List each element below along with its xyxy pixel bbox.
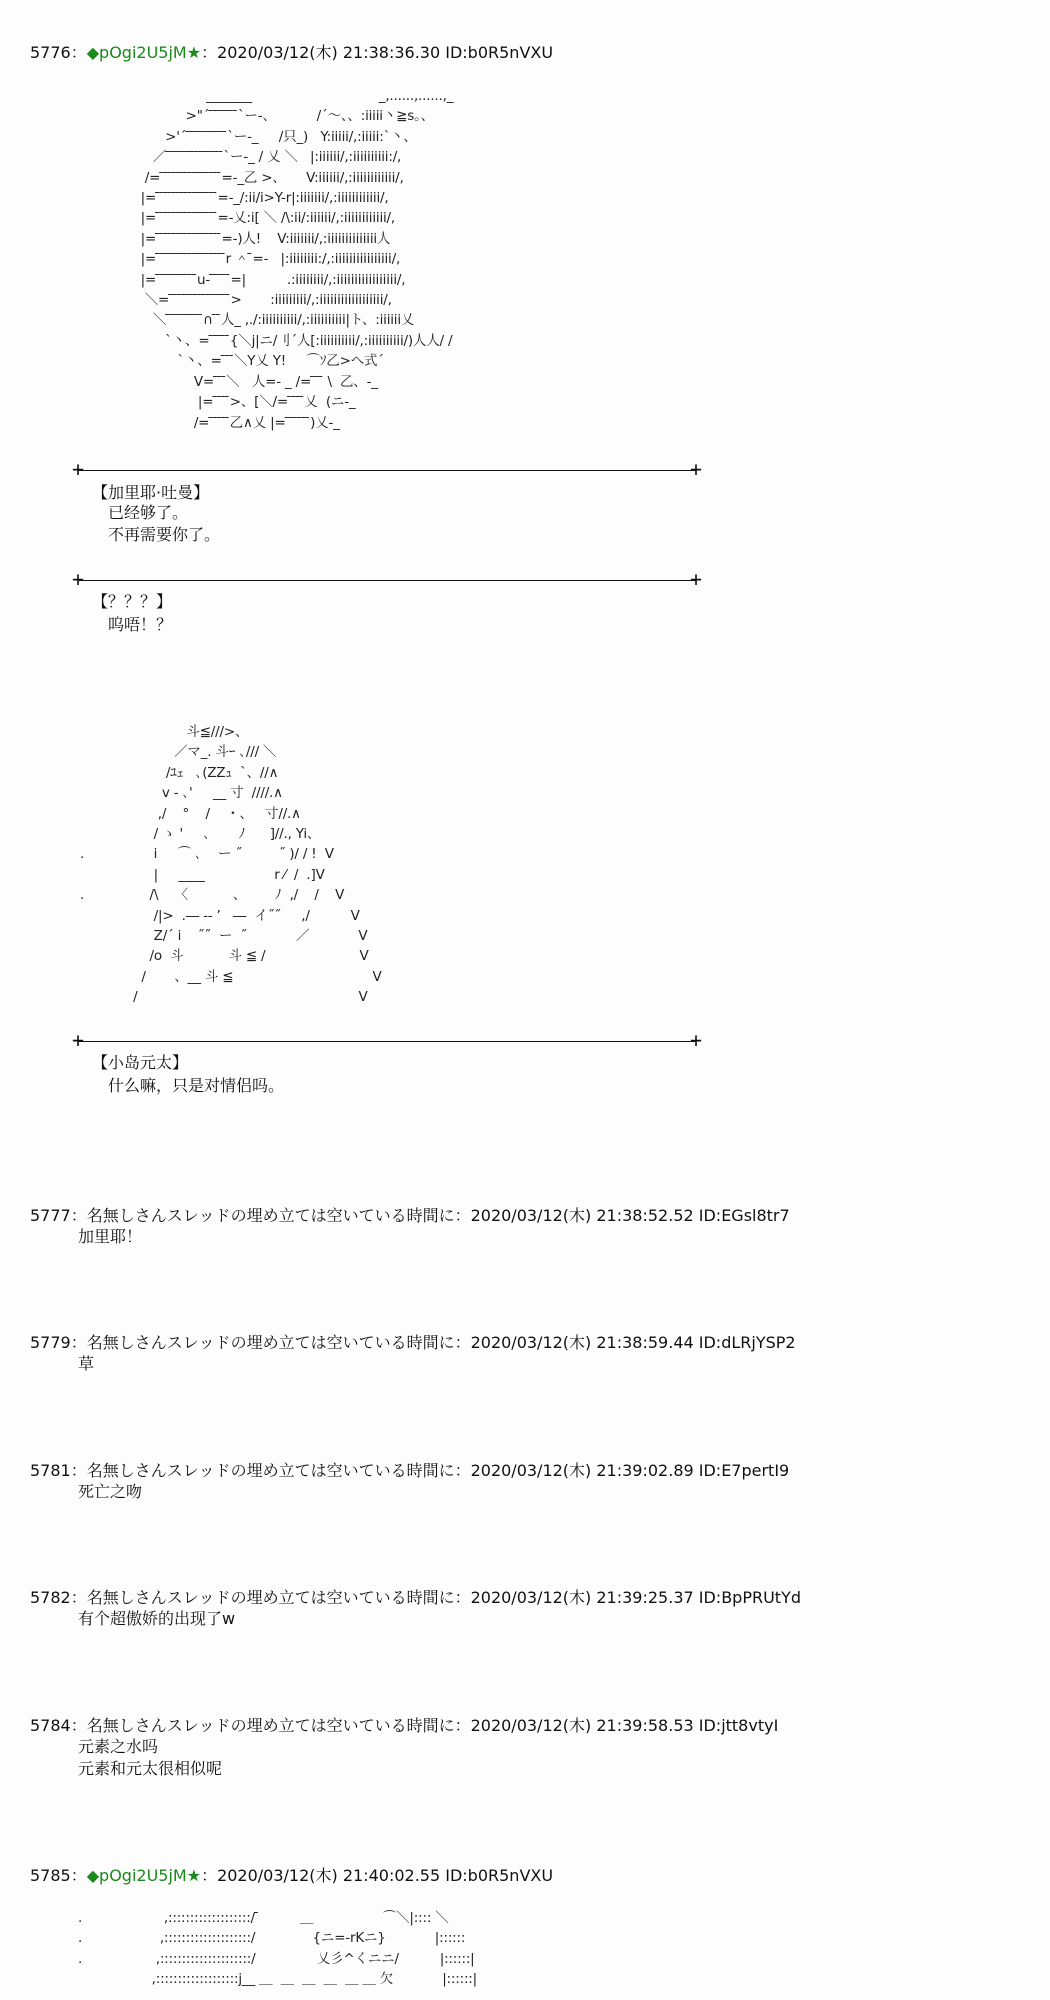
post-body: 死亡之吻 [78,1482,143,1501]
post-number[interactable]: 5782 [30,1588,71,1607]
post-body: 有个超傲娇的出现了w [78,1609,236,1628]
post-body: 加里耶！ [78,1227,143,1246]
divider-rule: + + [72,1028,702,1052]
ascii-art-kiss: _______ _,......,......,_ >"´ ̄ ̄ ̄ ̄ ̄ ̄ ̄`ー-、 /´～、、:iiiii丶≧s。、 >'´ ̄ ̄ ̄ ̄ ̄ ̄ ̄ ̄ ̄ ̄`ー-_ /只_) Y:iiiii/,:iiiii:`丶、 ／ ̄ ̄ ̄ ̄ ̄ ̄ ̄ ̄ ̄ ̄ ̄ ̄ ̄ ̄`ー-_ / 乂 ＼ |:iiiiii/,:iiiiiiiiii:/, /= ̄ ̄ ̄ ̄ ̄ ̄ ̄ ̄ ̄ ̄ ̄ ̄ ̄ ̄ ̄=-_乙 >、 V:iiiiii/,:iiiiiiiiiiii/, |= ̄ ̄ ̄ ̄ ̄ ̄ ̄ ̄ ̄ ̄ ̄ ̄ ̄ ̄ ̄=-_/:ii/i>Y-r|:iiiiiii/,:iiiiiiiiiiii/, |= ̄ ̄ ̄ ̄ ̄ ̄ ̄ ̄ ̄ ̄ ̄ ̄ ̄ ̄ ̄=-乂:i[ ＼ /\:ii/:iiiiii/,:iiiiiiiiiiii/, |= ̄ ̄ ̄ ̄ ̄ ̄ ̄ ̄ ̄ ̄ ̄ ̄ ̄ ̄ ̄ ̄=-)人! V:iiiiiii/,:iiiiiiiiiiiiii人 |= ̄ ̄ ̄ ̄ ̄ ̄ ̄ ̄ ̄ ̄ ̄ ̄ ̄ ̄ ̄ ̄ ̄r ＾ ̄=- |:iiiiiiii:/,:iiiiiiiiiiiiiiii/, |= ̄ ̄ ̄ ̄ ̄ ̄ ̄ ̄ ̄ ̄u- ̄ ̄ ̄ ̄ ̄=| .:iiiiiiii/,:iiiiiiiiiiiiiiiii/, ＼= ̄ ̄ ̄ ̄ ̄ ̄ ̄ ̄ ̄ ̄ ̄ ̄ ̄ ̄ ̄> :iiiiiiiii/,:iiiiiiiiiiiiiiiiii/, ＼ ̄ ̄ ̄ ̄ ̄ ̄ ̄ ̄ ̄∩ ̄ ̄人_ ,./:iiiiiiiiii/,:iiiiiiiiii|ト、:iiiiii乂 `丶、= ̄ ̄ ̄ ̄ ̄{＼j|ニ/刂´人[:iiiiiiiiii/,:iiiiiiiiii/)人人/ / `丶、= ̄ ̄ ̄＼Y乂 Y! ⌒ｿ乙>へ式´ V= ̄ ̄ ̄＼ 人=- _ /= ̄ ̄ ̄ \ 乙、-_ |= ̄ ̄ ̄ ̄>、[＼/= ̄ ̄ ̄ ̄乂 (ニ-_ /= ̄ ̄ ̄ ̄ ̄乙∧乂 |= ̄ ̄ ̄ ̄ ̄ ̄)乂-_ [140,88,454,431]
post-header-5785: 5785：◆pOgi2U5jM★：2020/03/12(木) 21:40:02.55 ID:b0R5nVXU [30,1866,554,1885]
post-number[interactable]: 5777 [30,1206,71,1225]
ascii-art-genta: 斗≦///>、 ／マ_. 斗ｰ ､/// ＼ /ﾕｪ ､(ZZｭ `、//∧ v - ､' __ 寸 ////.∧ ,/ ° / ・、 寸//.∧ / ゝ ' ､ ﾉ ]//., Yi、 . i ⌒ ､ ー ˝ ˝ )/ / ! V | ____ r ⁄ / .]V . /\ 〈 、 ﾉ ,/ / V /|> .― ‐‐ ’ ― イ˝˝ ,/ V Z/´ i ˝˝ ー ˝ ／ V /o 斗 斗 ≦ / V / 、__ 斗 ≦ V / V [80,724,382,1006]
post-number[interactable]: 5776 [30,43,71,62]
poster-name: 名無しさんスレッドの埋め立ては空いている時間に [86,1588,455,1607]
poster-name: 名無しさんスレッドの埋め立ては空いている時間に [86,1461,455,1480]
dialogue-line: 呜唔！？ [108,615,173,634]
post-date-id: ：2020/03/12(木) 21:40:02.55 ID:b0R5nVXU [201,1866,554,1885]
post-date-id: ：2020/03/12(木) 21:39:25.37 ID:BpPRUtYd [454,1588,802,1607]
post-body: 草 [78,1354,95,1373]
post-body: 元素和元太很相似呢 [78,1759,223,1778]
post-header-5779: 5779：名無しさんスレッドの埋め立ては空いている時間に：2020/03/12(木) 21:38:59.44 ID:dLRjYSP2 [30,1333,796,1352]
ascii-art-partial: . ,:::::::::::::::::::/ ̄ ＿ ⌒＼|:::: ＼ . ,::::::::::::::::::::/ {ニ=-rKニ} |:::::: . ,:::::::::::::::::::::/ 乂彡^くニニ/ |::::::| ,:::::::::::::::::::j__ ＿ ＿ ＿ ＿ ＿ ＿ 欠 |::::::| [78,1910,477,1988]
divider-rule: + + [72,457,702,481]
post-number[interactable]: 5781 [30,1461,71,1480]
post-number[interactable]: 5784 [30,1716,71,1735]
poster-name: 名無しさんスレッドの埋め立ては空いている時間に [86,1716,455,1735]
dialogue-line: 不再需要你了。 [108,525,221,544]
post-date-id: ：2020/03/12(木) 21:38:36.30 ID:b0R5nVXU [201,43,554,62]
poster-name: 名無しさんスレッドの埋め立ては空いている時間に [86,1206,455,1225]
speaker-name: 【？？？】 [92,592,173,611]
poster-trip: ◆pOgi2U5jM [86,1866,187,1885]
post-date-id: ：2020/03/12(木) 21:38:52.52 ID:EGsl8tr7 [454,1206,790,1225]
post-header-5782: 5782：名無しさんスレッドの埋め立ては空いている時間に：2020/03/12(木) 21:39:25.37 ID:BpPRUtYd [30,1588,802,1607]
post-number[interactable]: 5785 [30,1866,71,1885]
speaker-name: 【加里耶·吐曼】 [92,483,210,502]
star-icon: ★ [186,1866,202,1885]
post-body: 元素之水吗 [78,1737,159,1756]
post-date-id: ：2020/03/12(木) 21:39:58.53 ID:jtt8vtyI [454,1716,779,1735]
post-date-id: ：2020/03/12(木) 21:38:59.44 ID:dLRjYSP2 [454,1333,796,1352]
post-header-5781: 5781：名無しさんスレッドの埋め立ては空いている時間に：2020/03/12(木) 21:39:02.89 ID:E7pertI9 [30,1461,790,1480]
poster-name: 名無しさんスレッドの埋め立ては空いている時間に [86,1333,455,1352]
post-number[interactable]: 5779 [30,1333,71,1352]
post-header-5784: 5784：名無しさんスレッドの埋め立ては空いている時間に：2020/03/12(木) 21:39:58.53 ID:jtt8vtyI [30,1716,779,1735]
star-icon: ★ [186,43,202,62]
dialogue-line: 已经够了。 [108,503,189,522]
post-header-5776: 5776：◆pOgi2U5jM★：2020/03/12(木) 21:38:36.30 ID:b0R5nVXU [30,43,554,62]
post-date-id: ：2020/03/12(木) 21:39:02.89 ID:E7pertI9 [454,1461,790,1480]
speaker-name: 【小岛元太】 [92,1053,189,1072]
dialogue-line: 什么嘛，只是对情侣吗。 [108,1076,285,1095]
post-header-5777: 5777：名無しさんスレッドの埋め立ては空いている時間に：2020/03/12(木) 21:38:52.52 ID:EGsl8tr7 [30,1206,790,1225]
poster-trip: ◆pOgi2U5jM [86,43,187,62]
divider-rule: + + [72,567,702,591]
